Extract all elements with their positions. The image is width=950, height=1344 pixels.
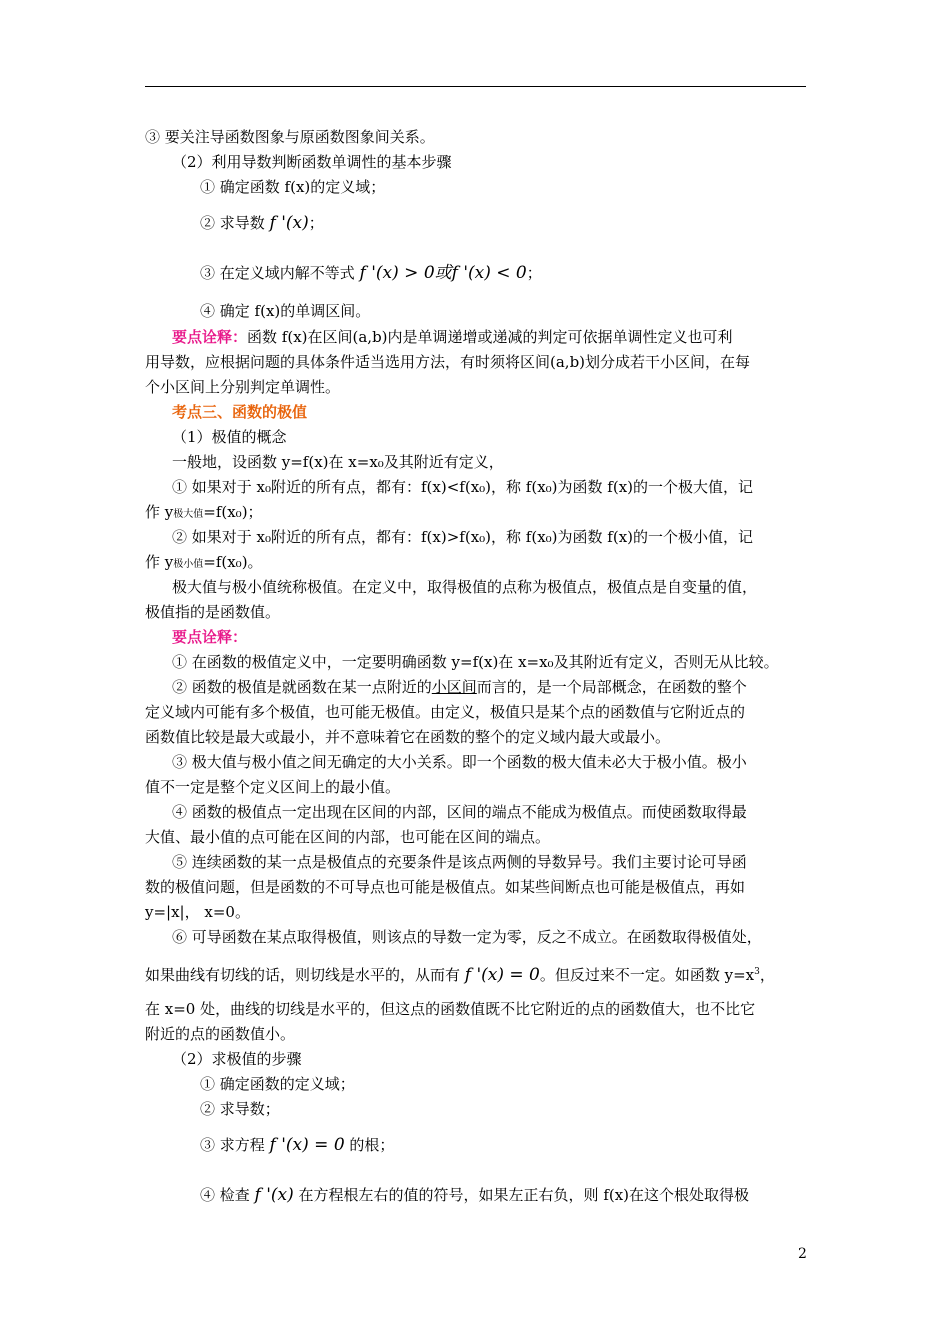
text-line	[200, 1185, 865, 1205]
text-line: 极值指的是函数值。	[145, 603, 281, 621]
text-fragment: ② 求导数	[200, 214, 270, 232]
text-line	[172, 677, 837, 697]
text-fragment: =f(x₀)。	[203, 553, 263, 571]
text-line: （1）极值的概念	[172, 428, 287, 446]
text-line: ④ 确定 f(x)的单调区间。	[200, 302, 371, 320]
text-fragment: ，	[759, 966, 775, 984]
text-fragment: 在方程根左右的值的符号，如果左正右负，则 f(x)在这个根处取得极	[293, 1186, 750, 1204]
text-line: ② 如果对于 x₀附近的所有点，都有：f(x)>f(x₀)，称 f(x₀)为函数 f(x)的一个极小值，记	[172, 528, 754, 546]
text-line: 个小区间上分别判定单调性。	[145, 378, 341, 396]
text-fragment: 。但反过来不一定。如函数 y=x	[539, 966, 755, 984]
text-line: y=|x|， x=0。	[145, 903, 250, 921]
text-fragment: ③ 求方程	[200, 1136, 270, 1154]
text-line: ② 求导数；	[200, 1100, 280, 1118]
text-line: 一般地，设函数 y=f(x)在 x=x₀及其附近有定义，	[172, 453, 504, 471]
text-fragment: ；	[526, 264, 542, 282]
text-line	[172, 327, 837, 347]
underlined-term: 小区间	[431, 678, 477, 696]
text-line	[200, 1135, 865, 1155]
text-line	[145, 962, 810, 985]
formula-derivative-zero: f '(x) = 0	[269, 1135, 345, 1155]
text-fragment: 函数 f(x)在区间(a,b)内是单调递增或递减的判定可依据单调性定义也可利	[247, 328, 733, 346]
text-line: ① 在函数的极值定义中，一定要明确函数 y=f(x)在 x=x₀及其附近有定义，否则无从比较。	[172, 653, 779, 671]
text-line: 函数值比较是最大或最小，并不意味着它在函数的整个的定义域内最大或最小。	[145, 728, 671, 746]
superscript: 3	[754, 967, 760, 977]
text-line	[145, 502, 810, 525]
key-point-label: 要点诠释：	[172, 328, 248, 346]
text-fragment: ④ 检查	[200, 1186, 255, 1204]
text-line: 大值、最小值的点可能在区间的内部，也可能在区间的端点。	[145, 828, 551, 846]
text-line: ④ 函数的极值点一定出现在区间的内部，区间的端点不能成为极值点。而使函数取得最	[172, 803, 747, 821]
subscript: 极大值	[173, 509, 204, 520]
text-line: 数的极值问题，但是函数的不可导点也可能是极值点。如某些间断点也可能是极值点，再如	[145, 878, 746, 896]
text-line: （2）求极值的步骤	[172, 1050, 302, 1068]
text-line	[200, 263, 865, 283]
page-number: 2	[798, 1246, 807, 1262]
text-fragment: ③ 在定义域内解不等式	[200, 264, 360, 282]
text-line: 在 x=0 处，曲线的切线是水平的，但这点的函数值既不比它附近的点的函数值大，也不比它	[145, 1000, 756, 1018]
text-line: ⑥ 可导函数在某点取得极值，则该点的导数一定为零，反之不成立。在函数取得极值处，	[172, 928, 762, 946]
section-heading: 考点三、函数的极值	[172, 403, 308, 421]
text-line: ① 如果对于 x₀附近的所有点，都有：f(x)<f(x₀)，称 f(x₀)为函数 f(x)的一个极大值，记	[172, 478, 754, 496]
text-line: 极大值与极小值统称极值。在定义中，取得极值的点称为极值点，极值点是自变量的值，	[172, 578, 758, 596]
text-fragment: 而言的，是一个局部概念，在函数的整个	[476, 678, 747, 696]
text-line: ⑤ 连续函数的某一点是极值点的充要条件是该点两侧的导数异号。我们主要讨论可导函	[172, 853, 747, 871]
key-point-label: 要点诠释：	[172, 628, 248, 646]
header-rule	[145, 86, 806, 87]
text-line: 值不一定是整个定义区间上的最小值。	[145, 778, 401, 796]
text-line: ① 确定函数的定义域；	[200, 1075, 355, 1093]
text-fragment: ② 函数的极值是就函数在某一点附近的	[172, 678, 432, 696]
text-line: ① 确定函数 f(x)的定义域；	[200, 178, 386, 196]
formula-derivative: f '(x)	[254, 1185, 294, 1205]
text-fragment: 作 y	[145, 553, 174, 571]
text-fragment: =f(x₀)；	[203, 503, 263, 521]
text-fragment: 如果曲线有切线的话，则切线是水平的，从而有	[145, 966, 465, 984]
text-line: 定义域内可能有多个极值，也可能无极值。由定义，极值只是某个点的函数值与它附近点的	[145, 703, 746, 721]
text-line: 用导数，应根据问题的具体条件适当选用方法，有时须将区间(a,b)划分成若干小区间，在每	[145, 353, 751, 371]
formula-derivative: f '(x)	[269, 213, 309, 233]
text-fragment: 的根；	[344, 1136, 395, 1154]
text-fragment: ；	[308, 214, 324, 232]
text-line: （2）利用导数判断函数单调性的基本步骤	[172, 153, 452, 171]
subscript: 极小值	[173, 559, 204, 570]
text-line: 附近的点的函数值小。	[145, 1025, 296, 1043]
text-fragment: 作 y	[145, 503, 174, 521]
text-line: ③ 要关注导函数图象与原函数图象间关系。	[145, 128, 435, 146]
text-line	[200, 213, 865, 233]
text-line: ③ 极大值与极小值之间无确定的大小关系。即一个函数的极大值未必大于极小值。极小	[172, 753, 747, 771]
formula-derivative-zero: f '(x) = 0	[464, 965, 540, 985]
formula-inequality: f '(x) > 0或f '(x) < 0	[359, 263, 527, 283]
text-line	[145, 552, 810, 575]
